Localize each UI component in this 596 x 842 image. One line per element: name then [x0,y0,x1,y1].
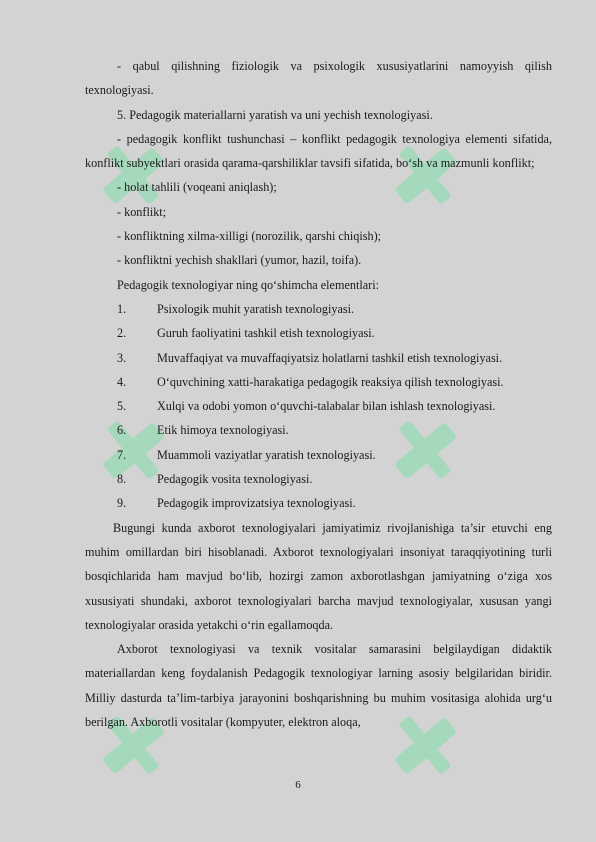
paragraph: 5. Pedagogik materiallarni yaratish va uni yechish texnologiyasi. [117,107,433,122]
list-number: 5. [117,399,127,414]
list-text: Muammoli vaziyatlar yaratish texnologiyasi. [157,447,376,462]
paragraph: - qabul qilishning fiziologik va psixologik xususiyatlarini namoyyish qilish texnologiyasi. [85,59,552,98]
list-number: 6. [117,423,127,438]
list-number: 4. [117,374,127,389]
list-text: Psixologik muhit yaratish texnologiyasi. [157,301,355,316]
list-item [85,370,552,394]
paragraph: - konflikt; [117,204,167,219]
list-number: 9. [117,496,127,511]
list-item [85,443,552,467]
list-text: Guruh faoliyatini tashkil etish texnologiyasi. [157,326,375,341]
list-text: Pedagogik improvizatsiya texnologiyasi. [157,496,356,511]
paragraph: - konfliktning xilma-xilligi (norozilik, qarshi chiqish); [117,229,382,244]
list-text: Muvaffaqiyat va muvaffaqiyatsiz holatlarni tashkil etish texnologiyasi. [157,350,503,365]
list-number: 1. [117,301,127,316]
list-item [85,491,552,515]
list-text: Xulqi va odobi yomon o‘quvchi-talabalar bilan ishlash texnologiyasi. [157,399,496,414]
list-text: Pedagogik vosita texnologiyasi. [157,472,313,487]
paragraph: - konfliktni yechish shakllari (yumor, hazil, toifa). [117,253,362,268]
list-number: 3. [117,350,127,365]
list-item [85,297,552,321]
list-item [85,467,552,491]
body-text [85,54,552,734]
list-number: 8. [117,472,127,487]
list-item [85,346,552,370]
list-number: 7. [117,447,127,462]
paragraph: - pedagogik konflikt tushunchasi – konflikt pedagogik texnologiya elementi sifatida, konflikt subyektlari orasida qarama-qarshiliklar tavsifi sifatida, bo‘sh va mazmunli konflikt; [85,131,552,171]
paragraph: - holat tahlili (voqeani aniqlash); [117,180,277,195]
paragraph: Bugungi kunda axborot texnologiyalari jamiyatimiz rivojlanishiga ta’sir etuvchi eng muhim omillardan biri hisoblanadi. Axborot texnologiyalari insoniyat taraqqiyotining turli bosqichlarida ham mavjud bo‘lib, hozirgi zamon axborotlashgan jamiyatning o‘ziga xos xususiyati shundaki, axborot texnologiyalari barcha mavjud texnologiyalar, xususan yangi texnologiyalar orasida yetakchi o‘rin egallamoqda. [85,520,552,632]
list-item [85,418,552,442]
paragraph: Axborot texnologiyasi va texnik vositalar samarasini belgilaydigan didaktik materiallardan keng foydalanish Pedagogik texnologiyar larning asosiy belgilaridan biridir. Milliy dasturda ta’lim-tarbiya jarayonini boshqarishning bu muhim vositasiga alohida urg‘u berilgan. Axborotli vositalar (kompyuter, elektron aloqa, [85,642,552,730]
list-item [85,321,552,345]
list-text: Etik himoya texnologiyasi. [157,423,289,438]
list-text: O‘quvchining xatti-harakatiga pedagogik reaksiya qilish texnologiyasi. [157,374,504,389]
list-item [85,394,552,418]
list-number: 2. [117,326,127,341]
paragraph: Pedagogik texnologiyar ning qo‘shimcha elementlari: [117,277,379,292]
page-number: 6 [295,779,301,791]
